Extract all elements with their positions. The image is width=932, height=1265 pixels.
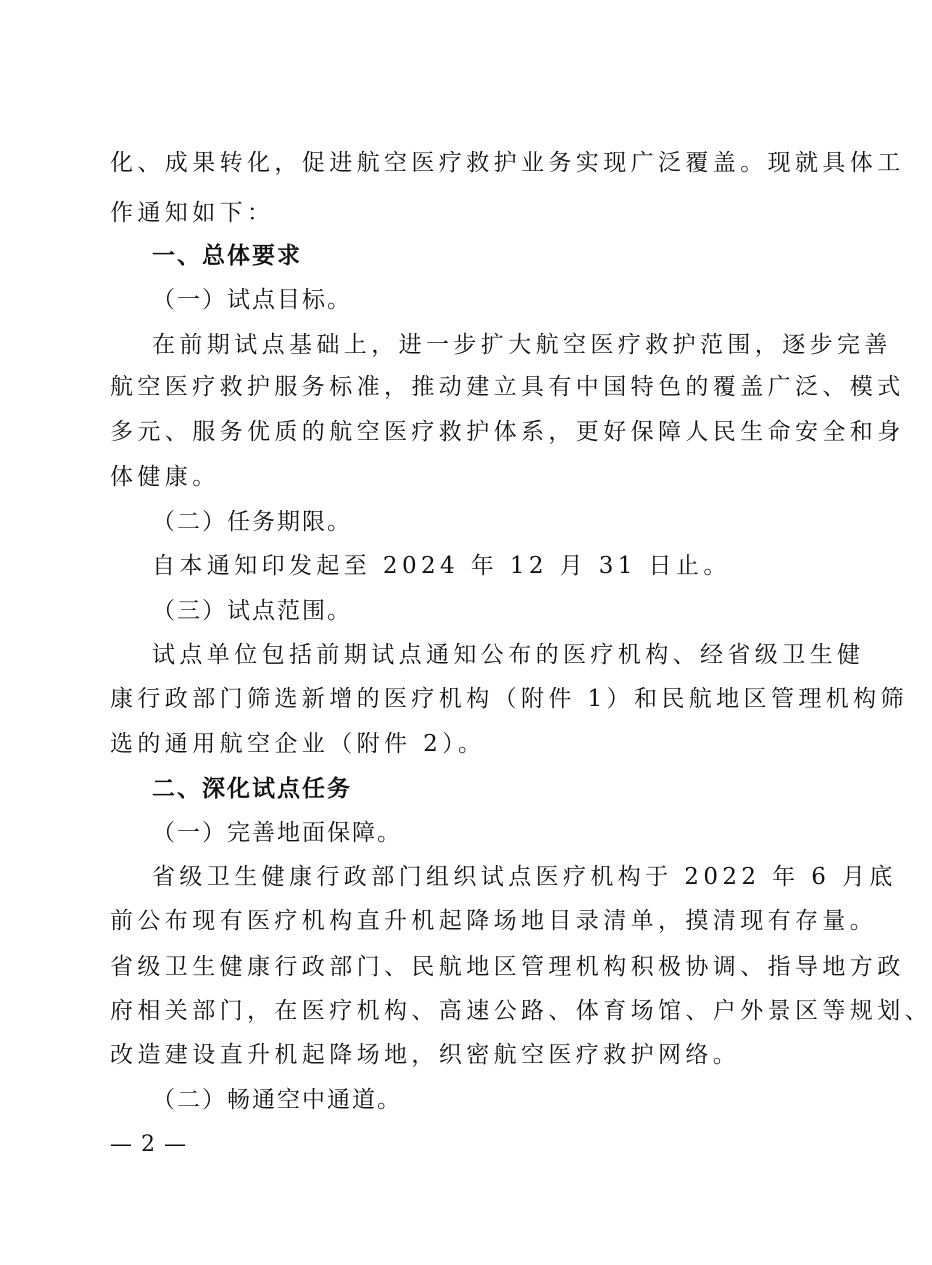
body-text-line: 试点单位包括前期试点通知公布的医疗机构、经省级卫生健 bbox=[152, 642, 865, 668]
subsection-heading: （二）任务期限。 bbox=[152, 509, 352, 535]
body-text-line: 体健康。 bbox=[110, 464, 220, 490]
body-text-line: 省级卫生健康行政部门组织试点医疗机构于 2022 年 6 月底 bbox=[152, 864, 897, 890]
body-text-line: 化、成果转化，促进航空医疗救护业务实现广泛覆盖。现就具体工 bbox=[110, 150, 905, 176]
body-text-line: 府相关部门，在医疗机构、高速公路、体育场馆、户外景区等规划、 bbox=[110, 998, 932, 1024]
body-text-line: 作通知如下： bbox=[110, 200, 275, 226]
subsection-heading: （二）畅通空中通道。 bbox=[152, 1087, 402, 1113]
body-text-line: 自本通知印发起至 2024 年 12 月 31 日止。 bbox=[152, 553, 731, 579]
body-text-line: 多元、服务优质的航空医疗救护体系，更好保障人民生命安全和身 bbox=[110, 419, 905, 445]
page-number: — 2 — bbox=[110, 1132, 187, 1157]
body-text-line: 改造建设直升机起降场地，织密航空医疗救护网络。 bbox=[110, 1042, 741, 1068]
body-text-line: 选的通用航空企业（附件 2）。 bbox=[110, 731, 486, 757]
body-text-line: 航空医疗救护服务标准，推动建立具有中国特色的覆盖广泛、模式 bbox=[110, 374, 905, 400]
body-text-line: 前公布现有医疗机构直升机起降场地目录清单，摸清现有存量。 bbox=[110, 908, 878, 934]
subsection-heading: （一）完善地面保障。 bbox=[152, 820, 402, 846]
subsection-heading: （三）试点范围。 bbox=[152, 598, 352, 624]
section-heading: 二、深化试点任务 bbox=[152, 776, 352, 802]
section-heading: 一、总体要求 bbox=[152, 243, 302, 269]
subsection-heading: （一）试点目标。 bbox=[152, 287, 352, 313]
body-text-line: 康行政部门筛选新增的医疗机构（附件 1）和民航地区管理机构筛 bbox=[110, 686, 908, 712]
body-text-line: 省级卫生健康行政部门、民航地区管理机构积极协调、指导地方政 bbox=[110, 954, 905, 980]
body-text-line: 在前期试点基础上，进一步扩大航空医疗救护范围，逐步完善 bbox=[152, 332, 892, 358]
